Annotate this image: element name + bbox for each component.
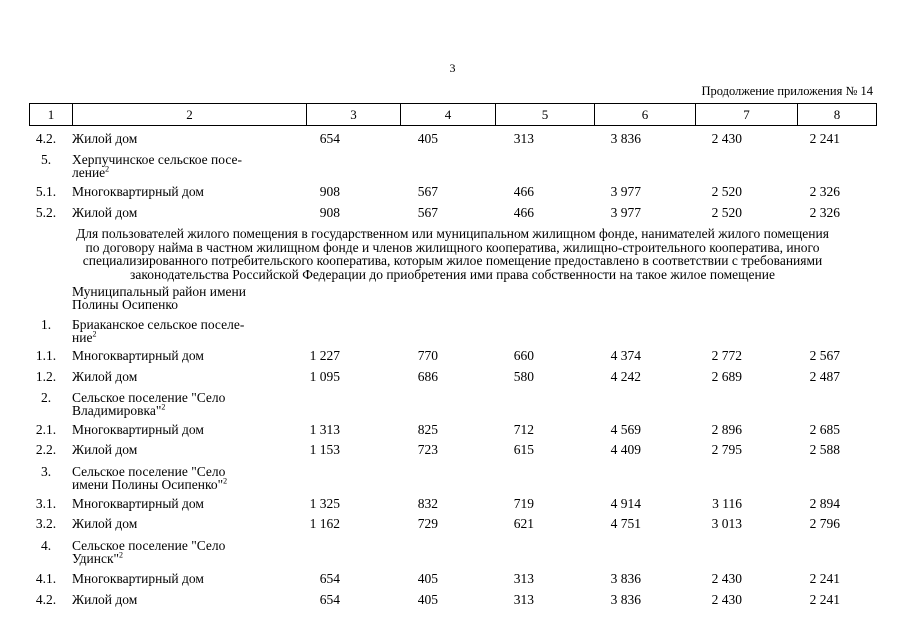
row-number: 4.2. bbox=[35, 131, 57, 146]
cell-col8: 2 326 bbox=[809, 184, 840, 199]
cell-col8: 2 487 bbox=[809, 369, 840, 384]
settlement-name: Сельское поселение "Село Владимировка"$^2$ bbox=[72, 390, 226, 418]
row-number: 4.2. bbox=[35, 592, 57, 607]
cell-col7: 2 896 bbox=[711, 422, 742, 437]
cell-col7: 2 689 bbox=[711, 369, 742, 384]
cell-col4: 729 bbox=[417, 516, 438, 531]
cell-col5: 313 bbox=[513, 592, 534, 607]
cell-col7: 3 116 bbox=[712, 496, 742, 511]
cell-col5: 719 bbox=[513, 496, 534, 511]
row-number: 4. bbox=[40, 538, 52, 553]
row-number: 3. bbox=[40, 464, 52, 479]
row-number: 2.2. bbox=[35, 442, 57, 457]
row-name: Многоквартирный дом bbox=[72, 571, 204, 586]
cell-col5: 466 bbox=[513, 205, 534, 220]
row-name: Многоквартирный дом bbox=[72, 348, 204, 363]
cell-col6: 3 836 bbox=[610, 131, 641, 146]
cell-col6: 3 977 bbox=[610, 184, 641, 199]
row-name: Жилой дом bbox=[72, 592, 138, 607]
row-number: 1. bbox=[40, 317, 52, 332]
row-number: 5.1. bbox=[35, 184, 57, 199]
table-row bbox=[0, 185, 905, 203]
cell-col8: 2 241 bbox=[809, 571, 840, 586]
cell-col3: 1 095 bbox=[309, 369, 340, 384]
page-number: 3 bbox=[449, 61, 456, 75]
row-name: Жилой дом bbox=[72, 131, 138, 146]
cell-col8: 2 894 bbox=[809, 496, 840, 511]
row-number: 1.2. bbox=[35, 369, 57, 384]
district-name: Муниципальный район имени Полины Осипенко bbox=[72, 284, 246, 312]
table-row bbox=[0, 497, 905, 515]
table-row bbox=[0, 370, 905, 388]
header-cell: 8 bbox=[797, 104, 876, 125]
row-number: 1.1. bbox=[35, 348, 57, 363]
cell-col7: 2 430 bbox=[711, 592, 742, 607]
row-number: 4.1. bbox=[35, 571, 57, 586]
cell-col6: 3 977 bbox=[610, 205, 641, 220]
settlement-name: Сельское поселение "Село Удинск"$^2$ bbox=[72, 538, 226, 566]
row-number: 2.1. bbox=[35, 422, 57, 437]
header-cell: 4 bbox=[400, 104, 495, 125]
cell-col7: 2 795 bbox=[711, 442, 742, 457]
settlement-name: Сельское поселение "Село имени Полины Осипенко"$^2$ bbox=[72, 464, 228, 492]
cell-col8: 2 796 bbox=[809, 516, 840, 531]
cell-col7: 2 520 bbox=[711, 205, 742, 220]
cell-col6: 4 751 bbox=[610, 516, 641, 531]
cell-col6: 4 374 bbox=[610, 348, 641, 363]
cell-col3: 654 bbox=[319, 592, 340, 607]
cell-col3: 1 153 bbox=[309, 442, 340, 457]
cell-col6: 4 569 bbox=[610, 422, 641, 437]
cell-col5: 466 bbox=[513, 184, 534, 199]
cell-col5: 580 bbox=[513, 369, 534, 384]
table-row bbox=[0, 517, 905, 535]
row-name: Жилой дом bbox=[72, 369, 138, 384]
cell-col4: 825 bbox=[417, 422, 438, 437]
table-row bbox=[0, 206, 905, 224]
category-paragraph: Для пользователей жилого помещения в государственном или муниципальном жилищном фонде, нанимателей жилого помещения по договору найма в частном жилищном фонде и членов жилищного кооператива, жилищно-строительного кооператива, иного специализированного потребительского кооператива, которым жилое помещение предоставлено в соответствии с требованиями законодательства Российской Федерации до приобретения ими права собственности на такое жилое помещение bbox=[76, 226, 829, 282]
cell-col6: 3 836 bbox=[610, 592, 641, 607]
cell-col3: 908 bbox=[319, 184, 340, 199]
settlement-name: Херпучинское сельское посе- ление$^2$ bbox=[72, 152, 242, 180]
cell-col8: 2 326 bbox=[809, 205, 840, 220]
cell-col7: 2 772 bbox=[711, 348, 742, 363]
cell-col3: 1 313 bbox=[309, 422, 340, 437]
table-row bbox=[0, 132, 905, 150]
cell-col5: 660 bbox=[513, 348, 534, 363]
cell-col7: 2 430 bbox=[711, 571, 742, 586]
cell-col8: 2 588 bbox=[809, 442, 840, 457]
continuation-label: Продолжение приложения № 14 bbox=[701, 84, 873, 98]
header-cell: 1 bbox=[47, 107, 55, 122]
cell-col4: 405 bbox=[417, 571, 438, 586]
header-cell: 3 bbox=[306, 104, 400, 125]
row-name: Многоквартирный дом bbox=[72, 496, 204, 511]
cell-col4: 770 bbox=[417, 348, 438, 363]
cell-col4: 405 bbox=[417, 131, 438, 146]
cell-col4: 567 bbox=[417, 184, 438, 199]
cell-col7: 2 430 bbox=[711, 131, 742, 146]
cell-col4: 567 bbox=[417, 205, 438, 220]
table-row bbox=[0, 349, 905, 367]
row-name: Многоквартирный дом bbox=[72, 422, 204, 437]
cell-col5: 313 bbox=[513, 131, 534, 146]
row-number: 5. bbox=[40, 152, 52, 167]
footnote-mark: 2 bbox=[119, 550, 124, 560]
table-row bbox=[0, 423, 905, 441]
row-name: Жилой дом bbox=[72, 442, 138, 457]
cell-col3: 654 bbox=[319, 571, 340, 586]
row-number: 2. bbox=[40, 390, 52, 405]
cell-col5: 621 bbox=[513, 516, 534, 531]
cell-col8: 2 241 bbox=[809, 592, 840, 607]
table-row bbox=[0, 443, 905, 461]
cell-col6: 4 409 bbox=[610, 442, 641, 457]
cell-col6: 3 836 bbox=[610, 571, 641, 586]
header-cell: 5 bbox=[495, 104, 594, 125]
header-cell: 7 bbox=[695, 104, 797, 125]
header-cell: 6 bbox=[594, 104, 695, 125]
cell-col3: 654 bbox=[319, 131, 340, 146]
footnote-mark: 2 bbox=[105, 164, 110, 174]
cell-col5: 615 bbox=[513, 442, 534, 457]
cell-col4: 686 bbox=[417, 369, 438, 384]
row-name: Жилой дом bbox=[72, 205, 138, 220]
settlement-name: Бриаканское сельское поселе- ние$^2$ bbox=[72, 317, 245, 345]
table-row bbox=[0, 593, 905, 611]
cell-col4: 405 bbox=[417, 592, 438, 607]
row-number: 3.1. bbox=[35, 496, 57, 511]
row-number: 5.2. bbox=[35, 205, 57, 220]
cell-col3: 908 bbox=[319, 205, 340, 220]
footnote-mark: 2 bbox=[161, 402, 166, 412]
table-row bbox=[0, 572, 905, 590]
cell-col8: 2 685 bbox=[809, 422, 840, 437]
cell-col5: 712 bbox=[513, 422, 534, 437]
cell-col3: 1 162 bbox=[309, 516, 340, 531]
row-name: Жилой дом bbox=[72, 516, 138, 531]
cell-col4: 832 bbox=[417, 496, 438, 511]
cell-col6: 4 242 bbox=[610, 369, 641, 384]
row-number: 3.2. bbox=[35, 516, 57, 531]
cell-col7: 3 013 bbox=[711, 516, 742, 531]
footnote-mark: 2 bbox=[223, 476, 228, 486]
cell-col4: 723 bbox=[417, 442, 438, 457]
row-name: Многоквартирный дом bbox=[72, 184, 204, 199]
header-cell: 2 bbox=[72, 104, 306, 125]
cell-col3: 1 227 bbox=[309, 348, 340, 363]
cell-col7: 2 520 bbox=[711, 184, 742, 199]
cell-col8: 2 567 bbox=[809, 348, 840, 363]
footnote-mark: 2 bbox=[92, 329, 97, 339]
cell-col3: 1 325 bbox=[309, 496, 340, 511]
cell-col6: 4 914 bbox=[610, 496, 641, 511]
table-header bbox=[29, 103, 877, 126]
cell-col5: 313 bbox=[513, 571, 534, 586]
cell-col8: 2 241 bbox=[809, 131, 840, 146]
